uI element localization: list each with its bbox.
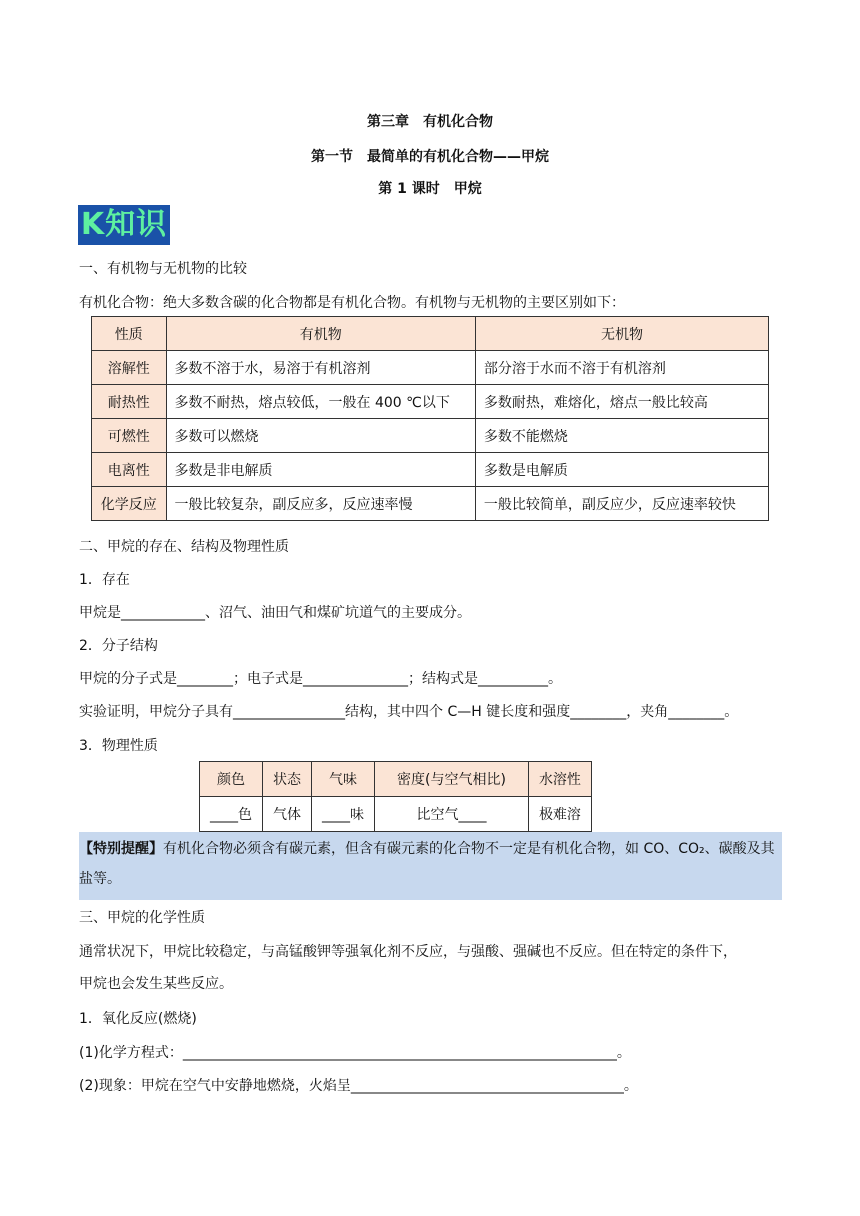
note-label: 【特别提醒】 bbox=[79, 841, 163, 857]
organic-cell: 多数是非电解质 bbox=[166, 453, 475, 487]
part3-heading: 三、甲烷的化学性质 bbox=[79, 910, 205, 926]
organic-cell: 一般比较复杂，副反应多，反应速率慢 bbox=[166, 487, 475, 521]
lesson-title: 第 1 课时 甲烷 bbox=[378, 181, 482, 197]
inorganic-cell: 多数耐热，难熔化，熔点一般比较高 bbox=[475, 385, 768, 419]
header-cell: 状态 bbox=[263, 762, 312, 797]
property-cell: 溶解性 bbox=[92, 351, 167, 385]
value-cell: ____色 bbox=[200, 797, 263, 832]
part3-s1: 1．氧化反应(燃烧) bbox=[79, 1011, 197, 1027]
compare-table bbox=[91, 316, 769, 521]
header-cell: 性质 bbox=[92, 317, 167, 351]
table-header-row bbox=[200, 762, 592, 797]
organic-cell: 多数不溶于水，易溶于有机溶剂 bbox=[166, 351, 475, 385]
section-title: 第一节 最简单的有机化合物——甲烷 bbox=[311, 149, 549, 165]
part3-q2: (2)现象：甲烷在空气中安静地燃烧，火焰呈_______________________________________。 bbox=[79, 1078, 638, 1094]
table-row bbox=[92, 453, 769, 487]
table-row bbox=[92, 351, 769, 385]
header-cell: 气味 bbox=[312, 762, 375, 797]
part3-p1: 通常状况下，甲烷比较稳定，与高锰酸钾等强氧化剂不反应，与强酸、强碱也不反应。但在特定的条件下， bbox=[79, 944, 737, 960]
organic-cell: 多数可以燃烧 bbox=[166, 419, 475, 453]
header-cell: 颜色 bbox=[200, 762, 263, 797]
value-cell: 气体 bbox=[263, 797, 312, 832]
table-row bbox=[92, 385, 769, 419]
part2-s2-text1: 甲烷的分子式是________；电子式是_______________；结构式是__________。 bbox=[79, 671, 562, 687]
property-cell: 耐热性 bbox=[92, 385, 167, 419]
part3-q1: (1)化学方程式：______________________________________________________________。 bbox=[79, 1045, 631, 1061]
property-cell: 化学反应 bbox=[92, 487, 167, 521]
header-cell: 有机物 bbox=[166, 317, 475, 351]
part2-s2: 2．分子结构 bbox=[79, 638, 158, 654]
value-cell: 比空气____ bbox=[375, 797, 529, 832]
inorganic-cell: 部分溶于水而不溶于有机溶剂 bbox=[475, 351, 768, 385]
chapter-title: 第三章 有机化合物 bbox=[367, 114, 493, 130]
table-row bbox=[92, 419, 769, 453]
part2-s2-text2: 实验证明，甲烷分子具有________________结构，其中四个 C—H 键长度和强度________，夹角________。 bbox=[79, 704, 739, 720]
part2-s1-text: 甲烷是____________、沼气、油田气和煤矿坑道气的主要成分。 bbox=[79, 605, 471, 621]
value-cell: ____味 bbox=[312, 797, 375, 832]
part2-s1: 1．存在 bbox=[79, 572, 130, 588]
part2-heading: 二、甲烷的存在、结构及物理性质 bbox=[79, 539, 289, 555]
note-text: 有机化合物必须含有碳元素，但含有碳元素的化合物不一定是有机化合物，如 CO、CO₂、碳酸及其盐等。 bbox=[79, 841, 775, 887]
part1-heading: 一、有机物与无机物的比较 bbox=[79, 261, 247, 277]
header-cell: 无机物 bbox=[475, 317, 768, 351]
table-header-row bbox=[92, 317, 769, 351]
value-cell: 极难溶 bbox=[528, 797, 591, 832]
part2-s3: 3．物理性质 bbox=[79, 738, 158, 754]
table-row bbox=[200, 797, 592, 832]
organic-cell: 多数不耐热，熔点较低，一般在 400 ℃以下 bbox=[166, 385, 475, 419]
property-cell: 电离性 bbox=[92, 453, 167, 487]
part1-intro: 有机化合物：绝大多数含碳的化合物都是有机化合物。有机物与无机物的主要区别如下： bbox=[79, 295, 625, 311]
special-note bbox=[79, 832, 782, 900]
header-cell: 水溶性 bbox=[528, 762, 591, 797]
table-row bbox=[92, 487, 769, 521]
part3-p2: 甲烷也会发生某些反应。 bbox=[79, 976, 233, 992]
inorganic-cell: 多数是电解质 bbox=[475, 453, 768, 487]
physical-properties-table bbox=[199, 761, 592, 832]
inorganic-cell: 多数不能燃烧 bbox=[475, 419, 768, 453]
header-cell: 密度(与空气相比) bbox=[375, 762, 529, 797]
property-cell: 可燃性 bbox=[92, 419, 167, 453]
inorganic-cell: 一般比较简单，副反应少，反应速率较快 bbox=[475, 487, 768, 521]
knowledge-badge: K知识 bbox=[78, 205, 170, 245]
